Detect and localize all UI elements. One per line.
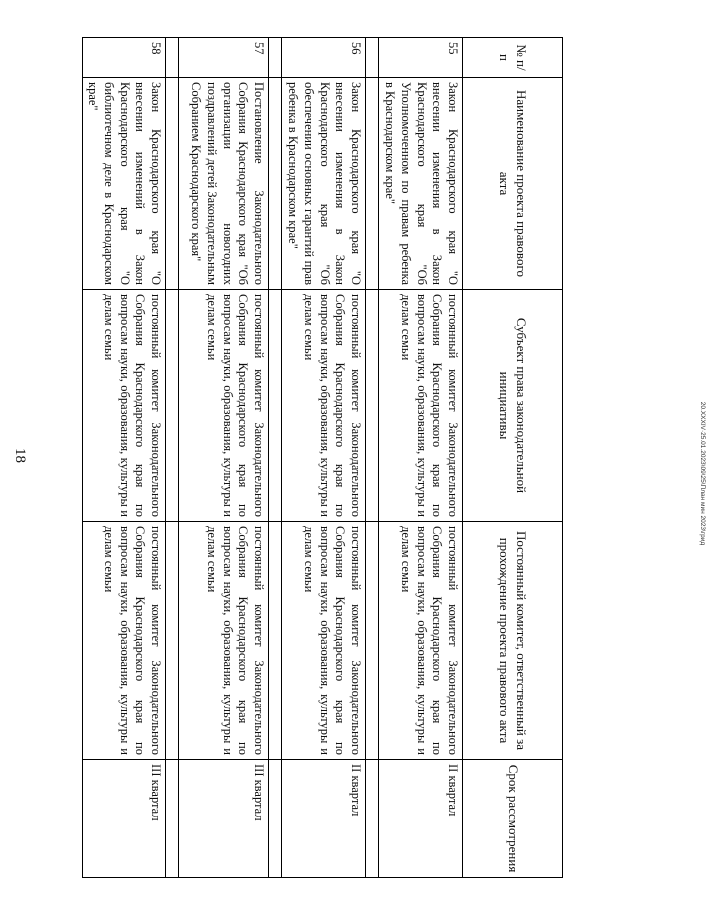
header-num: № п/п	[463, 38, 563, 78]
table-row	[82, 38, 165, 878]
initiative-subject: постоянный комитет Законодательного Собрания Краснодарского края по вопросам науки, образования, культуры и делам семьи	[282, 290, 366, 522]
review-term: III квартал	[82, 760, 165, 878]
table-row	[379, 38, 463, 878]
responsible-committee: постоянный комитет Законодательного Собрания Краснодарского края по вопросам науки, образования, культуры и делам семьи	[282, 522, 366, 760]
legislative-plan-table	[82, 37, 563, 878]
row-gap	[166, 38, 179, 878]
header-subject: Субъект права законодательной инициативы	[463, 290, 563, 522]
table-header-row	[463, 38, 563, 878]
table-row	[179, 38, 269, 878]
row-gap	[366, 38, 379, 878]
act-name: Закон Краснодарского края "О внесении изменений в Закон Краснодарского края "О библиотечном деле в Краснодарском крае"	[82, 78, 165, 290]
review-term: II квартал	[282, 760, 366, 878]
page-number: 18	[12, 448, 28, 463]
row-number: 58	[82, 38, 165, 78]
review-term: III квартал	[179, 760, 269, 878]
row-number: 55	[379, 38, 463, 78]
header-name: Наименование проекта правового акта	[463, 78, 563, 290]
initiative-subject: постоянный комитет Законодательного Собрания Краснодарского края по вопросам науки, образования, культуры и делам семьи	[82, 290, 165, 522]
responsible-committee: постоянный комитет Законодательного Собрания Краснодарского края по вопросам науки, образования, культуры и делам семьи	[82, 522, 165, 760]
initiative-subject: постоянный комитет Законодательного Собрания Краснодарского края по вопросам науки, образования, культуры и делам семьи	[179, 290, 269, 522]
responsible-committee: постоянный комитет Законодательного Собрания Краснодарского края по вопросам науки, образования, культуры и делам семьи	[179, 522, 269, 760]
row-number: 57	[179, 38, 269, 78]
act-name: Закон Краснодарского края "О внесении изменения в Закон Краснодарского края "Об Уполномоченном по правам ребенка в Краснодарском крае"	[379, 78, 463, 290]
document-side-code: 20.XXXIV·25.01.2023\09\25\План мин 2023\грид	[699, 401, 706, 546]
act-name: Закон Краснодарского края "О внесении изменения в Закон Краснодарского края "Об обеспечении основных гарантий прав ребенка в Краснодарском крае"	[282, 78, 366, 290]
table-row	[282, 38, 366, 878]
review-term: II квартал	[379, 760, 463, 878]
header-committee: Постоянный комитет, ответственный за прохождение проекта правового акта	[463, 522, 563, 760]
rotated-page-content	[86, 37, 563, 877]
initiative-subject: постоянный комитет Законодательного Собрания Краснодарского края по вопросам науки, образования, культуры и делам семьи	[379, 290, 463, 522]
row-number: 56	[282, 38, 366, 78]
responsible-committee: постоянный комитет Законодательного Собрания Краснодарского края по вопросам науки, образования, культуры и делам семьи	[379, 522, 463, 760]
act-name: Постановление Законодательного Собрания Краснодарского края "Об организации новогодних поздравлений детей Законодательным Собранием Краснодарского края"	[179, 78, 269, 290]
row-gap	[269, 38, 282, 878]
header-term: Срок рассмотрения	[463, 760, 563, 878]
